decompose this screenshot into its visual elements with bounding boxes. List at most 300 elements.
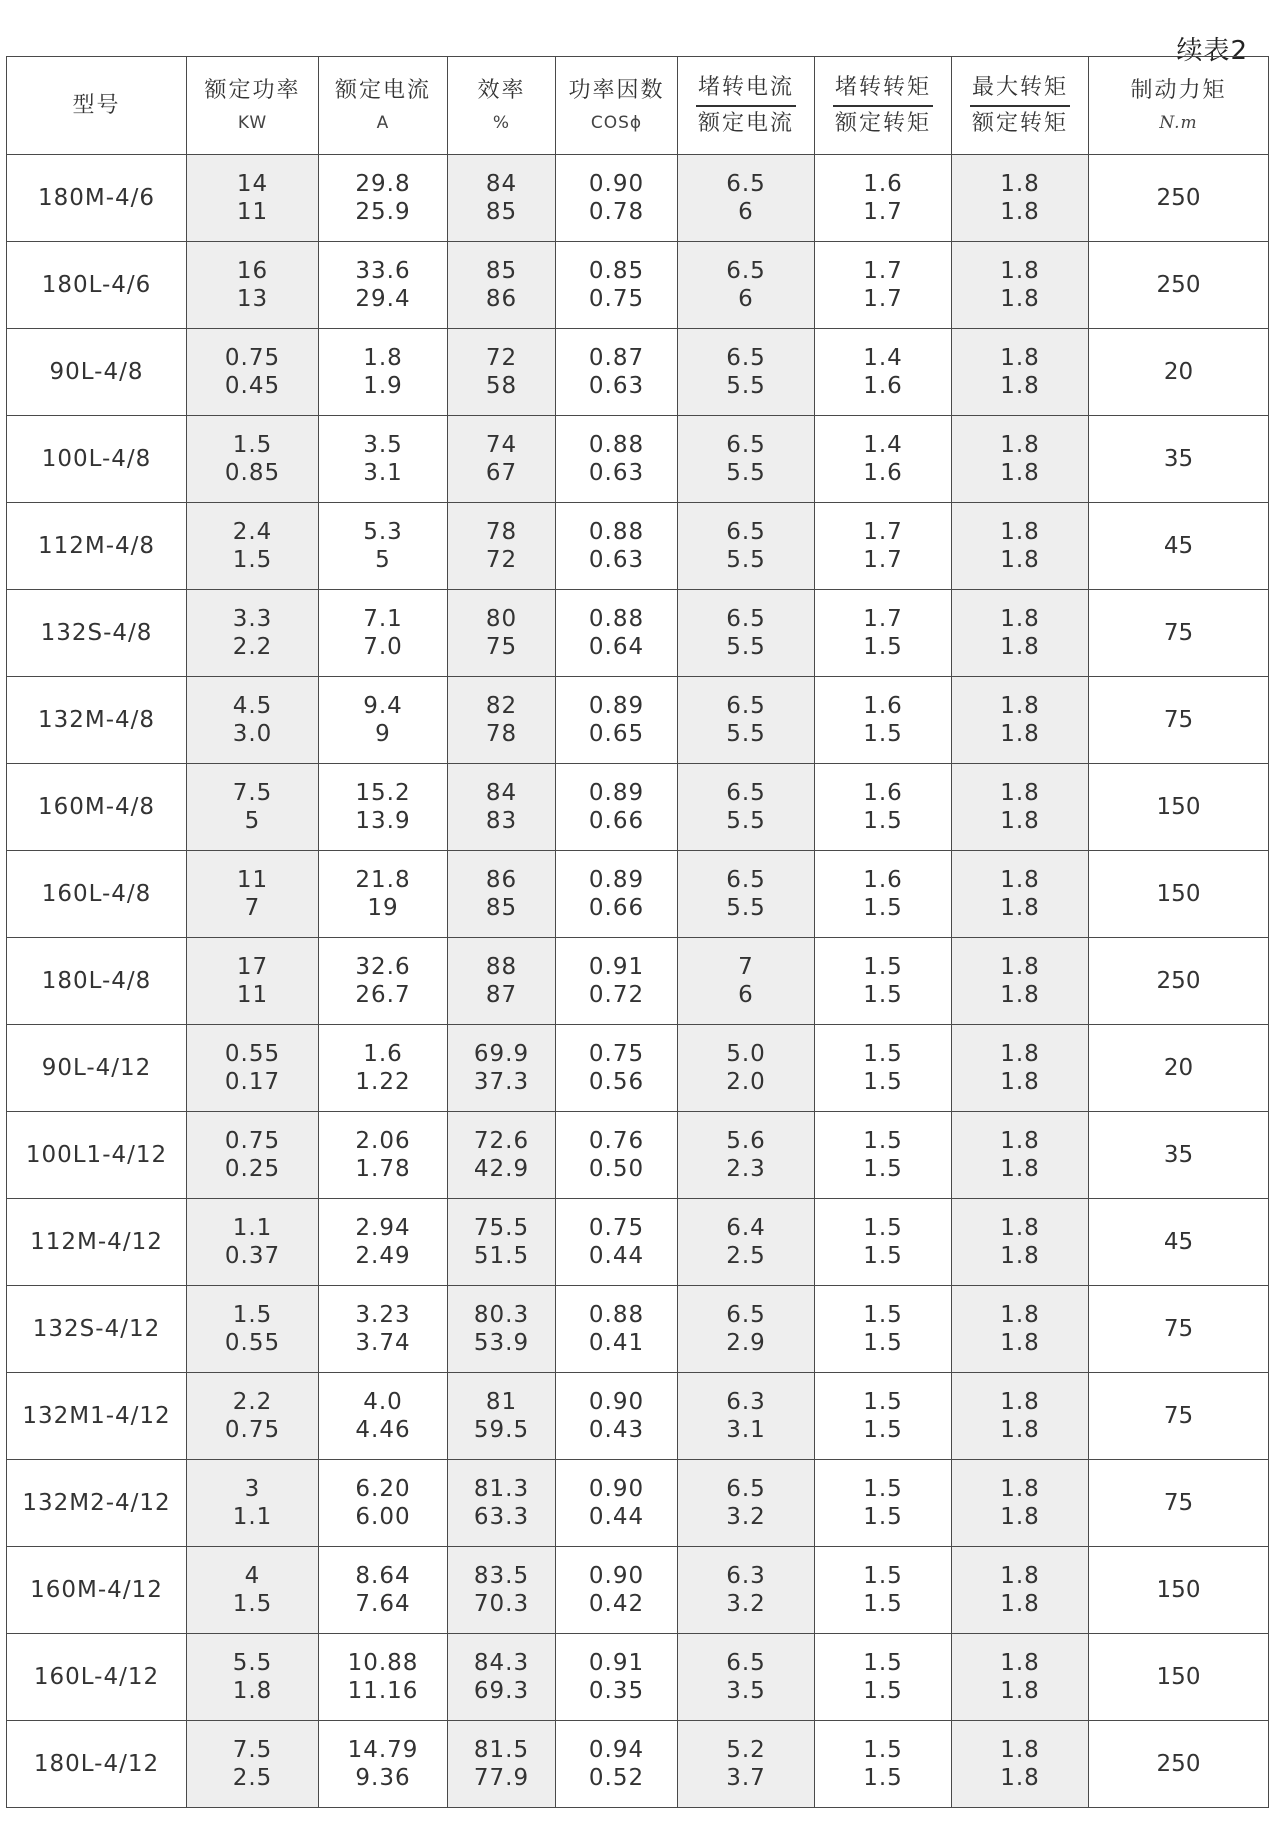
power-factor-cell [556, 155, 678, 242]
efficiency-cell-value: 78 [485, 721, 518, 747]
max-torque-cell [952, 938, 1089, 1025]
locked-current-cell-value: 5.5 [726, 895, 766, 921]
power-cell [187, 242, 319, 329]
power-factor-cell [556, 329, 678, 416]
power-factor-cell-value: 0.75 [588, 1041, 645, 1067]
power-cell [187, 764, 319, 851]
current-cell [319, 503, 448, 590]
efficiency-cell [448, 155, 556, 242]
efficiency-cell [448, 764, 556, 851]
locked-current-cell [678, 242, 815, 329]
model-cell: 132M1-4/12 [7, 1373, 187, 1460]
efficiency-cell-value: 81.5 [473, 1737, 530, 1763]
power-factor-cell-value: 0.91 [588, 954, 645, 980]
power-cell [187, 329, 319, 416]
efficiency-cell-value: 85 [485, 199, 518, 225]
efficiency-cell-value: 75.5 [473, 1215, 530, 1241]
power-factor-cell [556, 1634, 678, 1721]
locked-current-cell-value: 5.6 [726, 1128, 766, 1154]
power-factor-cell [556, 416, 678, 503]
power-factor-cell-value: 0.88 [588, 1302, 645, 1328]
power-factor-cell-value: 0.63 [588, 373, 645, 399]
max-torque-cell [952, 1634, 1089, 1721]
power-factor-cell-value: 0.66 [588, 808, 645, 834]
efficiency-cell [448, 1460, 556, 1547]
locked-torque-cell [815, 503, 952, 590]
locked-current-cell-value: 5.5 [726, 547, 766, 573]
current-cell [319, 590, 448, 677]
power-cell-value: 2.2 [232, 1389, 273, 1415]
locked-current-cell-value: 5.2 [726, 1737, 766, 1763]
power-cell-value: 7 [244, 895, 261, 921]
power-factor-cell-value: 0.89 [588, 780, 645, 806]
brake-torque-cell: 150 [1089, 1634, 1269, 1721]
current-cell [319, 416, 448, 503]
power-cell [187, 1286, 319, 1373]
locked-current-cell-value: 3.1 [726, 1417, 766, 1443]
brake-torque-cell: 45 [1089, 1199, 1269, 1286]
locked-torque-cell-value: 1.5 [863, 1330, 903, 1356]
current-cell-value: 2.49 [355, 1243, 411, 1269]
power-cell-value: 2.4 [232, 519, 273, 545]
current-cell-value: 3.1 [363, 460, 403, 486]
power-factor-cell-value: 0.64 [588, 634, 645, 660]
power-cell-value: 5.5 [232, 1650, 273, 1676]
power-cell-value: 7.5 [232, 780, 273, 806]
model-cell: 180L-4/6 [7, 242, 187, 329]
locked-current-cell-value: 6.5 [726, 258, 766, 284]
efficiency-cell-value: 74 [485, 432, 518, 458]
max-torque-cell [952, 1286, 1089, 1373]
locked-torque-cell-value: 1.5 [863, 1389, 903, 1415]
locked-torque-cell [815, 1112, 952, 1199]
max-torque-cell-value: 1.8 [1000, 286, 1040, 312]
locked-torque-cell [815, 851, 952, 938]
power-factor-cell-value: 0.50 [588, 1156, 645, 1182]
efficiency-cell [448, 1721, 556, 1808]
locked-torque-cell [815, 1460, 952, 1547]
efficiency-cell-value: 81.3 [473, 1476, 530, 1502]
power-cell [187, 1721, 319, 1808]
locked-torque-cell [815, 938, 952, 1025]
power-factor-cell-value: 0.72 [588, 982, 645, 1008]
max-torque-cell-value: 1.8 [1000, 373, 1040, 399]
max-torque-cell [952, 503, 1089, 590]
brake-torque-cell: 20 [1089, 329, 1269, 416]
power-factor-cell-value: 0.43 [588, 1417, 645, 1443]
model-cell: 160L-4/12 [7, 1634, 187, 1721]
power-factor-cell [556, 677, 678, 764]
power-cell [187, 1460, 319, 1547]
locked-current-cell-value: 2.9 [726, 1330, 766, 1356]
current-cell-value: 26.7 [355, 982, 411, 1008]
brake-torque-cell: 250 [1089, 1721, 1269, 1808]
locked-current-cell-value: 6 [738, 286, 754, 312]
power-cell-value: 11 [236, 982, 269, 1008]
power-factor-cell-value: 0.90 [588, 171, 645, 197]
locked-current-cell-value: 2.5 [726, 1243, 766, 1269]
model-cell: 132M2-4/12 [7, 1460, 187, 1547]
max-torque-cell [952, 1199, 1089, 1286]
max-torque-cell [952, 1721, 1089, 1808]
table-row [7, 503, 1269, 590]
efficiency-cell-value: 83.5 [473, 1563, 530, 1589]
max-torque-cell-value: 1.8 [1000, 1650, 1040, 1676]
power-cell-value: 0.75 [224, 1128, 281, 1154]
power-cell-value: 3 [244, 1476, 261, 1502]
power-cell-value: 0.25 [224, 1156, 281, 1182]
power-factor-cell-value: 0.88 [588, 519, 645, 545]
locked-current-cell-value: 6.5 [726, 345, 766, 371]
current-cell-value: 6.20 [355, 1476, 411, 1502]
header-brake-torque [1089, 57, 1269, 155]
current-cell-value: 21.8 [355, 867, 411, 893]
power-factor-cell-value: 0.56 [588, 1069, 645, 1095]
locked-torque-cell-value: 1.5 [863, 1476, 903, 1502]
efficiency-cell [448, 329, 556, 416]
locked-current-cell [678, 503, 815, 590]
power-cell-value: 5 [244, 808, 261, 834]
power-factor-cell-value: 0.75 [588, 286, 645, 312]
table-row [7, 1373, 1269, 1460]
current-cell-value: 5 [375, 547, 391, 573]
current-cell-value: 9.4 [363, 693, 403, 719]
efficiency-cell-value: 72.6 [473, 1128, 530, 1154]
table-row [7, 1721, 1269, 1808]
current-cell-value: 32.6 [355, 954, 411, 980]
locked-torque-cell-value: 1.6 [863, 373, 903, 399]
locked-current-cell-value: 5.5 [726, 808, 766, 834]
locked-current-cell-value: 6.5 [726, 1476, 766, 1502]
locked-torque-cell-value: 1.7 [863, 258, 903, 284]
locked-torque-cell-value: 1.5 [863, 1041, 903, 1067]
max-torque-cell-value: 1.8 [1000, 693, 1040, 719]
power-factor-cell [556, 1112, 678, 1199]
model-cell: 112M-4/12 [7, 1199, 187, 1286]
locked-torque-cell-value: 1.4 [863, 345, 903, 371]
max-torque-cell-value: 1.8 [1000, 1476, 1040, 1502]
power-cell-value: 0.75 [224, 1417, 281, 1443]
locked-current-cell-value: 3.7 [726, 1765, 766, 1791]
locked-current-cell [678, 416, 815, 503]
current-cell-value: 5.3 [363, 519, 403, 545]
model-cell: 132S-4/12 [7, 1286, 187, 1373]
efficiency-cell-value: 70.3 [473, 1591, 530, 1617]
power-factor-cell-value: 0.78 [588, 199, 645, 225]
power-cell-value: 0.17 [224, 1069, 281, 1095]
power-factor-cell [556, 242, 678, 329]
current-cell [319, 1460, 448, 1547]
locked-torque-cell-value: 1.5 [863, 1417, 903, 1443]
locked-torque-cell-value: 1.7 [863, 199, 903, 225]
current-cell [319, 764, 448, 851]
locked-torque-cell-value: 1.5 [863, 1302, 903, 1328]
locked-torque-cell-value: 1.5 [863, 1765, 903, 1791]
locked-torque-cell [815, 1721, 952, 1808]
current-cell [319, 938, 448, 1025]
efficiency-cell-value: 63.3 [473, 1504, 530, 1530]
locked-torque-cell-value: 1.7 [863, 286, 903, 312]
current-cell-value: 6.00 [355, 1504, 411, 1530]
model-cell: 180M-4/6 [7, 155, 187, 242]
table-row [7, 677, 1269, 764]
power-factor-cell [556, 503, 678, 590]
max-torque-cell-value: 1.8 [1000, 721, 1040, 747]
power-cell-value: 1.5 [232, 1302, 273, 1328]
locked-torque-cell-value: 1.5 [863, 895, 903, 921]
table-row [7, 1460, 1269, 1547]
locked-torque-cell-value: 1.5 [863, 954, 903, 980]
efficiency-cell-value: 75 [485, 634, 518, 660]
power-cell-value: 1.5 [232, 1591, 273, 1617]
max-torque-cell-value: 1.8 [1000, 1215, 1040, 1241]
max-torque-cell-value: 1.8 [1000, 258, 1040, 284]
power-cell-value: 1.5 [232, 547, 273, 573]
current-cell-value: 3.74 [355, 1330, 411, 1356]
efficiency-cell-value: 86 [485, 286, 518, 312]
power-factor-cell-value: 0.76 [588, 1128, 645, 1154]
efficiency-cell [448, 677, 556, 764]
header-power-factor-label: 功率因数 [568, 77, 665, 103]
efficiency-cell-value: 72 [485, 547, 518, 573]
locked-torque-cell [815, 1547, 952, 1634]
power-cell-value: 14 [236, 171, 269, 197]
current-cell-value: 11.16 [347, 1678, 419, 1704]
power-factor-cell-value: 0.63 [588, 460, 645, 486]
locked-current-cell-value: 6.5 [726, 1650, 766, 1676]
table-row [7, 416, 1269, 503]
power-factor-cell [556, 590, 678, 677]
efficiency-cell-value: 78 [485, 519, 518, 545]
locked-current-cell-value: 6.4 [726, 1215, 766, 1241]
power-factor-cell-value: 0.89 [588, 867, 645, 893]
model-cell: 160L-4/8 [7, 851, 187, 938]
locked-torque-cell-value: 1.5 [863, 808, 903, 834]
locked-torque-cell-value: 1.5 [863, 1737, 903, 1763]
max-torque-cell-value: 1.8 [1000, 808, 1040, 834]
locked-current-cell [678, 1547, 815, 1634]
efficiency-cell-value: 67 [485, 460, 518, 486]
power-factor-cell [556, 1373, 678, 1460]
locked-current-cell-value: 5.5 [726, 634, 766, 660]
max-torque-cell-value: 1.8 [1000, 1417, 1040, 1443]
power-factor-cell-value: 0.88 [588, 606, 645, 632]
table-row [7, 155, 1269, 242]
current-cell [319, 242, 448, 329]
table-row [7, 764, 1269, 851]
header-current-label: 额定电流 [334, 77, 431, 103]
efficiency-cell [448, 1373, 556, 1460]
max-torque-cell-value: 1.8 [1000, 1737, 1040, 1763]
max-torque-cell-value: 1.8 [1000, 1302, 1040, 1328]
current-cell [319, 1025, 448, 1112]
power-cell [187, 416, 319, 503]
table-row [7, 329, 1269, 416]
power-cell-value: 4.5 [232, 693, 273, 719]
current-cell-value: 3.5 [363, 432, 403, 458]
locked-current-cell-value: 6.5 [726, 519, 766, 545]
power-factor-cell-value: 0.90 [588, 1389, 645, 1415]
header-power-factor [556, 57, 678, 155]
locked-current-cell-value: 6.5 [726, 1302, 766, 1328]
locked-current-cell-value: 7 [738, 954, 754, 980]
header-locked-current-ratio [678, 57, 815, 155]
locked-current-cell-value: 6 [738, 982, 754, 1008]
locked-torque-cell [815, 1025, 952, 1112]
max-torque-cell [952, 416, 1089, 503]
locked-torque-cell-value: 1.7 [863, 606, 903, 632]
max-torque-cell-value: 1.8 [1000, 519, 1040, 545]
efficiency-cell-value: 59.5 [473, 1417, 530, 1443]
locked-current-cell [678, 1112, 815, 1199]
locked-current-cell [678, 938, 815, 1025]
power-cell-value: 7.5 [232, 1737, 273, 1763]
header-power [187, 57, 319, 155]
efficiency-cell-value: 69.9 [473, 1041, 530, 1067]
power-cell [187, 1112, 319, 1199]
efficiency-cell-value: 85 [485, 895, 518, 921]
max-torque-cell-value: 1.8 [1000, 1389, 1040, 1415]
max-torque-cell-value: 1.8 [1000, 460, 1040, 486]
current-cell [319, 1634, 448, 1721]
brake-torque-cell: 75 [1089, 1373, 1269, 1460]
max-torque-cell [952, 677, 1089, 764]
locked-torque-cell [815, 764, 952, 851]
locked-torque-cell-value: 1.6 [863, 780, 903, 806]
power-factor-cell [556, 1025, 678, 1112]
efficiency-cell [448, 1286, 556, 1373]
locked-current-cell-value: 5.5 [726, 373, 766, 399]
locked-torque-cell-value: 1.5 [863, 1069, 903, 1095]
header-power-label: 额定功率 [204, 77, 301, 103]
max-torque-cell-value: 1.8 [1000, 1504, 1040, 1530]
power-cell-value: 0.85 [224, 460, 281, 486]
max-torque-cell [952, 329, 1089, 416]
locked-torque-cell-value: 1.6 [863, 460, 903, 486]
power-factor-cell-value: 0.52 [588, 1765, 645, 1791]
max-torque-cell [952, 1025, 1089, 1112]
power-factor-cell [556, 1721, 678, 1808]
locked-torque-cell-value: 1.5 [863, 1591, 903, 1617]
power-factor-cell-value: 0.90 [588, 1563, 645, 1589]
max-torque-cell-value: 1.8 [1000, 780, 1040, 806]
locked-torque-cell-value: 1.6 [863, 171, 903, 197]
power-cell [187, 1199, 319, 1286]
current-cell [319, 1112, 448, 1199]
current-cell-value: 7.1 [363, 606, 403, 632]
locked-current-cell-value: 5.0 [726, 1041, 766, 1067]
locked-torque-cell [815, 242, 952, 329]
table-caption: 续表2 [1176, 36, 1248, 66]
power-cell-value: 0.75 [224, 345, 281, 371]
power-cell-value: 11 [236, 199, 269, 225]
header-model: 型号 [7, 57, 187, 155]
locked-current-cell-value: 6.5 [726, 867, 766, 893]
power-cell [187, 1373, 319, 1460]
locked-current-cell-value: 2.3 [726, 1156, 766, 1182]
locked-current-cell [678, 1286, 815, 1373]
model-cell: 90L-4/12 [7, 1025, 187, 1112]
power-factor-cell [556, 851, 678, 938]
model-cell: 132M-4/8 [7, 677, 187, 764]
power-factor-cell-value: 0.63 [588, 547, 645, 573]
max-torque-numerator: 最大转矩 [970, 71, 1070, 107]
locked-current-cell-value: 6.5 [726, 171, 766, 197]
power-cell-value: 3.3 [232, 606, 273, 632]
brake-torque-cell: 150 [1089, 851, 1269, 938]
brake-torque-cell: 75 [1089, 1286, 1269, 1373]
efficiency-cell-value: 37.3 [473, 1069, 530, 1095]
table-row [7, 1025, 1269, 1112]
current-cell [319, 329, 448, 416]
locked-torque-cell-value: 1.5 [863, 1215, 903, 1241]
table-row [7, 1547, 1269, 1634]
efficiency-cell-value: 84.3 [473, 1650, 530, 1676]
power-factor-cell-value: 0.65 [588, 721, 645, 747]
efficiency-cell [448, 1634, 556, 1721]
locked-current-cell-value: 6.5 [726, 780, 766, 806]
brake-torque-cell: 150 [1089, 1547, 1269, 1634]
efficiency-cell-value: 51.5 [473, 1243, 530, 1269]
locked-current-cell-value: 5.5 [726, 721, 766, 747]
efficiency-cell [448, 242, 556, 329]
locked-current-cell [678, 851, 815, 938]
power-cell-value: 2.2 [232, 634, 273, 660]
brake-torque-cell: 250 [1089, 938, 1269, 1025]
current-cell [319, 155, 448, 242]
locked-current-numerator: 堵转电流 [696, 71, 796, 107]
header-max-torque-ratio [952, 57, 1089, 155]
power-factor-cell [556, 764, 678, 851]
current-cell-value: 29.4 [355, 286, 411, 312]
efficiency-cell-value: 82 [485, 693, 518, 719]
brake-torque-cell: 35 [1089, 416, 1269, 503]
brake-torque-cell: 20 [1089, 1025, 1269, 1112]
current-cell-value: 1.9 [363, 373, 403, 399]
current-cell-value: 4.46 [355, 1417, 411, 1443]
power-cell-value: 4 [244, 1563, 261, 1589]
max-torque-cell-value: 1.8 [1000, 982, 1040, 1008]
power-factor-cell-value: 0.44 [588, 1243, 645, 1269]
locked-current-cell-value: 3.2 [726, 1504, 766, 1530]
power-factor-cell [556, 938, 678, 1025]
header-locked-torque-ratio [815, 57, 952, 155]
max-torque-cell [952, 242, 1089, 329]
locked-torque-cell-value: 1.5 [863, 1156, 903, 1182]
table-row [7, 242, 1269, 329]
efficiency-cell-value: 81 [485, 1389, 518, 1415]
model-cell: 112M-4/8 [7, 503, 187, 590]
power-cell [187, 938, 319, 1025]
current-cell-value: 14.79 [347, 1737, 419, 1763]
power-cell-value: 1.5 [232, 432, 273, 458]
locked-torque-cell [815, 677, 952, 764]
efficiency-cell-value: 42.9 [473, 1156, 530, 1182]
max-torque-cell [952, 155, 1089, 242]
efficiency-cell [448, 1025, 556, 1112]
locked-current-cell [678, 677, 815, 764]
locked-torque-cell-value: 1.7 [863, 547, 903, 573]
max-torque-cell-value: 1.8 [1000, 895, 1040, 921]
locked-current-cell-value: 6 [738, 199, 754, 225]
locked-torque-cell-value: 1.4 [863, 432, 903, 458]
table-row [7, 1112, 1269, 1199]
max-torque-cell-value: 1.8 [1000, 1041, 1040, 1067]
max-torque-cell-value: 1.8 [1000, 1591, 1040, 1617]
max-torque-cell [952, 590, 1089, 677]
power-factor-cell-value: 0.91 [588, 1650, 645, 1676]
current-cell-value: 15.2 [355, 780, 411, 806]
